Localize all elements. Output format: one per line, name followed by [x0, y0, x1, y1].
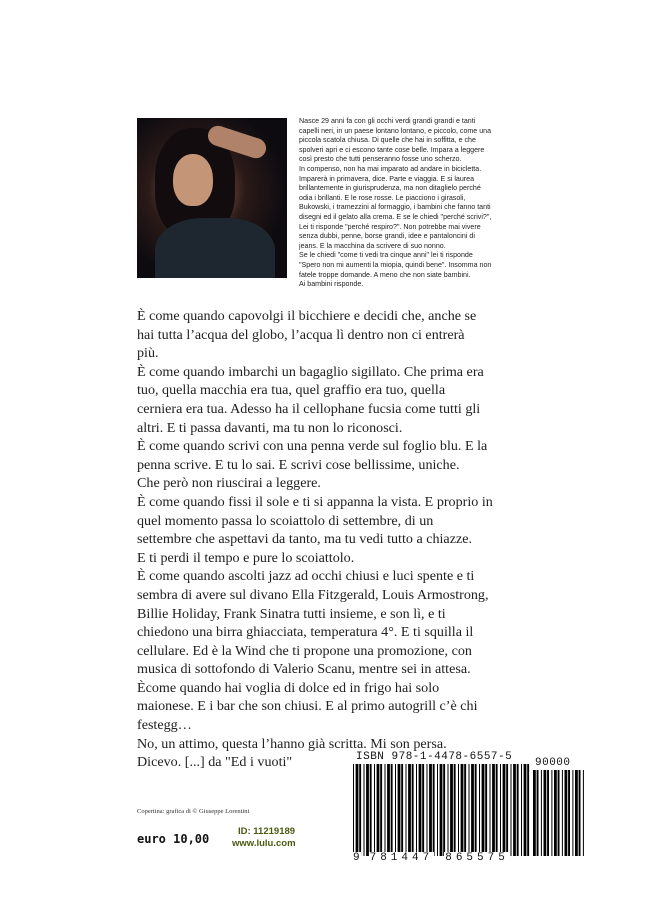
text-line: cerniera era tua. Adesso ha il cellophane fucsia come tutti gli — [137, 400, 481, 417]
barcode-bar — [433, 764, 435, 856]
barcode-bar — [503, 764, 506, 856]
barcode-bar — [492, 764, 495, 856]
barcode-bar — [380, 764, 382, 856]
barcode-bar — [568, 770, 570, 856]
barcode-bar — [359, 764, 361, 856]
ean-left-digits: 781447 — [369, 851, 434, 864]
text-line: È come quando capovolgi il bicchiere e decidi che, anche se — [137, 308, 477, 324]
barcode-bar — [544, 770, 547, 856]
text-line: altri. E ti passa davanti, ma tu non lo riconosci. — [137, 419, 403, 436]
author-face — [173, 154, 213, 206]
barcode-bar — [554, 770, 557, 856]
bio-line: Bukowski, i tramezzini al formaggio, i bambini che fanno tanti — [299, 203, 491, 212]
barcode-bar — [437, 764, 438, 856]
barcode-bar — [537, 770, 539, 856]
text-line: hai tutta l’acqua del globo, l’acqua lì dentro non ci entrerà — [137, 326, 465, 343]
price: euro 10,00 — [137, 832, 210, 846]
cover-credit: Copertina: grafica di © Giuseppe Lorentini — [137, 808, 250, 815]
barcode-bar — [572, 770, 573, 856]
barcode-bar — [443, 764, 445, 856]
ean-barcode — [352, 764, 530, 856]
bio-line: Se le chiedi "come ti vedi tra cinque anni" lei ti risponde — [299, 251, 473, 260]
author-body — [155, 218, 275, 278]
lulu-info — [232, 826, 296, 850]
bio-line: jeans. E la macchina da scrivere di suo nonno. — [299, 241, 446, 250]
text-line: settembre che aspettavi da tanto, ma tu vedi tutto a chiazze. — [137, 531, 472, 548]
barcode-bar — [440, 764, 443, 856]
barcode-bar — [408, 764, 411, 856]
barcode-bar — [517, 764, 519, 856]
bio-line: Imparerà in primavera, dice. Parte e viaggia. E si laurea — [299, 174, 475, 183]
ean-right-digits: 865575 — [445, 851, 509, 864]
text-line: Billie Holiday, Frank Sinatra tutti insieme, e son lì, e ti — [137, 605, 446, 622]
barcode-bar — [419, 764, 422, 856]
author-photo — [137, 118, 287, 278]
ean-first-digit: 9 — [353, 851, 360, 864]
barcode-bar — [511, 764, 512, 856]
barcode-bar — [422, 764, 424, 856]
barcode-bar — [353, 764, 354, 856]
barcode-bar — [575, 770, 578, 856]
text-line: È come quando fissi il sole e ti si appanna la vista. E proprio in — [137, 493, 493, 510]
text-line: cellulare. Ed è la Wind che ti propone una promozione, con — [137, 642, 472, 659]
barcode-bar — [583, 770, 584, 856]
text-line: festegg… — [137, 717, 192, 734]
barcode-bar — [398, 764, 401, 856]
barcode-bar — [366, 764, 369, 856]
bio-line: "Spero non mi aumenti la miopia, quindi bene". Insomma non — [299, 260, 492, 269]
barcode-bar — [464, 764, 466, 856]
barcode-bar — [524, 764, 527, 856]
bio-line: In compenso, non ha mai imparato ad andare in bicicletta. — [299, 164, 482, 173]
bio-line: fatele troppe domande. A meno che non siate bambini. — [299, 270, 471, 279]
text-line: maionese. E i bar che son chiusi. E al primo autogrill c’è chi — [137, 698, 478, 715]
barcode-bar — [490, 764, 491, 856]
bio-line: Ai bambini risponde. — [299, 280, 364, 289]
barcode-bar — [391, 764, 393, 856]
bio-line: così presto che tutti penseranno fosse uno scherzo. — [299, 155, 462, 164]
text-line: musica di sottofondo di Valerio Scanu, mentre sei in attesa. — [137, 661, 471, 678]
text-line: Dicevo. [...] da "Ed i vuoti" — [137, 754, 293, 771]
barcode-bar — [385, 764, 386, 856]
barcode-bar — [429, 764, 432, 856]
barcode-bar — [374, 764, 375, 856]
text-line: sembra di avere sul divano Ella Fitzgerald, Louis Armostrong, — [137, 586, 489, 603]
bio-line: disegni ed il gelato alla crema. E se le chiedi "perché scrivi?", — [299, 212, 492, 221]
barcode-bar — [364, 764, 365, 856]
barcode-bar — [565, 770, 568, 856]
barcode-bar — [500, 764, 501, 856]
barcode-bar — [579, 770, 581, 856]
barcode-bar — [461, 764, 464, 856]
barcode-bar — [521, 764, 522, 856]
ean-digits — [352, 851, 530, 864]
text-line: E ti perdi il tempo e pure lo scoiattolo. — [137, 549, 355, 566]
barcode-bar — [527, 764, 529, 856]
barcode-bar — [450, 764, 453, 856]
addon-barcode — [532, 770, 586, 856]
barcode-bar — [427, 764, 428, 856]
text-line: chiedono una birra ghiacciata, temperatura 4°. E ti squilla il — [137, 624, 474, 641]
bio-line: Nasce 29 anni fa con gli occhi verdi grandi grandi e tanti — [299, 117, 476, 125]
barcode-bar — [562, 770, 563, 856]
text-line: È come quando imbarchi un bagaglio sigillato. Che prima era — [137, 363, 484, 380]
lulu-id: ID: 11219189 — [238, 826, 296, 837]
barcode-bar — [471, 764, 474, 856]
barcode-bar — [454, 764, 456, 856]
barcode-bar — [475, 764, 477, 856]
barcode-bar — [479, 764, 480, 856]
barcode-bar — [551, 770, 552, 856]
barcode-bar — [401, 764, 403, 856]
barcode-bar — [395, 764, 396, 856]
barcode-bar — [496, 764, 498, 856]
barcode-bar — [370, 764, 372, 856]
main-text — [137, 307, 527, 772]
bio-line: brillantemente in giurisprudenza, ma non ditaglielo perché — [299, 184, 481, 193]
text-line: quel momento passa lo scoiattolo di settembre, di un — [137, 512, 434, 529]
text-line: penna scrive. E tu lo sai. E scrivi cose bellissime, uniche. — [137, 456, 460, 473]
barcode-bar — [506, 764, 508, 856]
bio-line: piccola scatola chiusa. Di quelle che hai in soffitta, e che — [299, 136, 476, 145]
bio-line: spolveri apri e ci escono tante cose belle. Impara a leggere — [299, 145, 485, 154]
author-bio — [299, 117, 529, 290]
barcode-bar — [541, 770, 542, 856]
barcode-bar — [458, 764, 459, 856]
isbn-label: ISBN 978-1-4478-6557-5 — [356, 751, 513, 763]
barcode-bar — [533, 770, 536, 856]
text-line: Ècome quando hai voglia di dolce ed in frigo hai solo — [137, 679, 440, 696]
bio-line: senza dubbi, penne, borse grandi, idee e pantaloncini di — [299, 232, 475, 241]
barcode-bar — [387, 764, 390, 856]
lulu-url: www.lulu.com — [232, 838, 296, 849]
bio-line: Lei ti risponde "perché respiro?". Non potrebbe mai vivere — [299, 222, 481, 231]
barcode-bar — [482, 764, 485, 856]
barcode-bar — [448, 764, 449, 856]
addon-label: 90000 — [535, 757, 571, 769]
barcode-bar — [377, 764, 380, 856]
text-line: più. — [137, 345, 159, 362]
barcode-bar — [513, 764, 516, 856]
text-line: È come quando scrivi con una penna verde sul foglio blu. E la — [137, 438, 488, 455]
barcode-bar — [406, 764, 407, 856]
barcode-bar — [412, 764, 414, 856]
barcode-bar — [547, 770, 549, 856]
bio-line: capelli neri, in un paese lontano lontano, e piccolo, come una — [299, 126, 492, 135]
bio-line: odia i brillanti. E le rose rosse. Le piacciono i girasoli, — [299, 193, 466, 202]
barcode-bar — [485, 764, 487, 856]
text-line: tuo, quella macchia era tua, quel graffio era tuo, quella — [137, 382, 446, 399]
barcode-bar — [469, 764, 470, 856]
text-line: È come quando ascolti jazz ad occhi chiusi e luci spente e ti — [137, 568, 475, 585]
barcode-bar — [558, 770, 560, 856]
barcode-bar — [416, 764, 417, 856]
barcode-bar — [356, 764, 359, 856]
text-line: Che però non riuscirai a leggere. — [137, 475, 321, 492]
text-line: No, un attimo, questa l’hanno già scritta. Mi son persa. — [137, 735, 447, 752]
